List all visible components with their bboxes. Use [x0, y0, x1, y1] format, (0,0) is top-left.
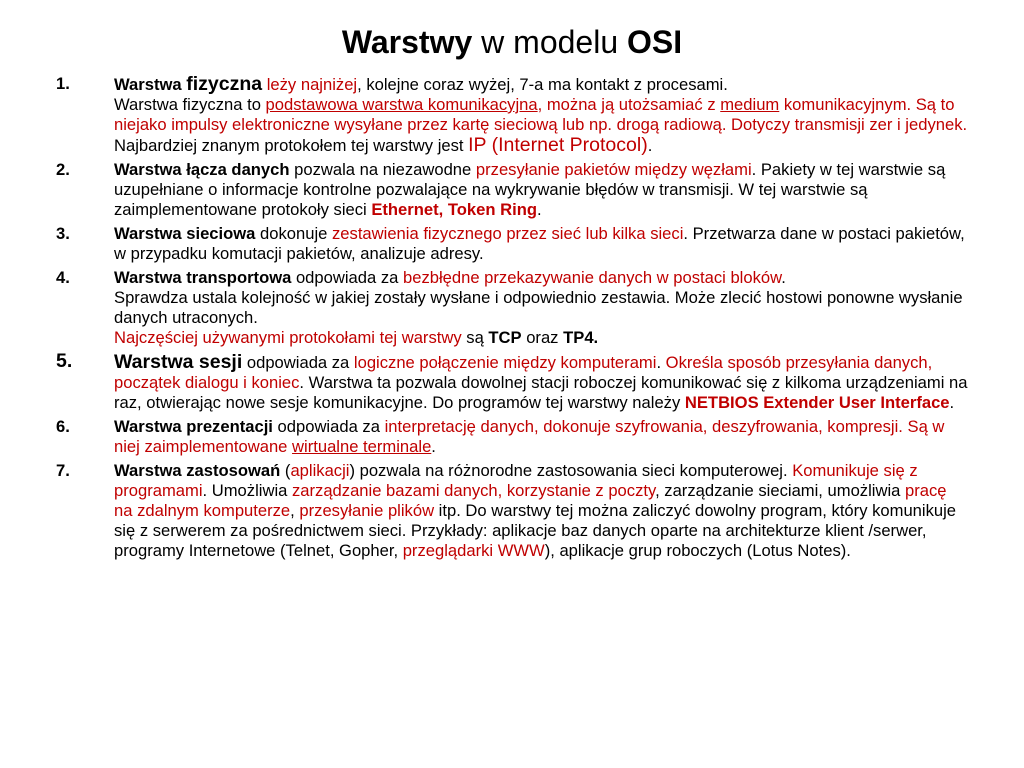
item-paragraph [114, 417, 968, 457]
item-paragraph [114, 352, 968, 413]
layer-item [56, 352, 968, 413]
layer-item [56, 224, 968, 264]
text-segment: Warstwa zastosowań [114, 461, 281, 480]
text-segment: , [290, 501, 300, 520]
item-paragraph [114, 461, 968, 561]
text-segment: . [656, 353, 666, 372]
text-segment: przesyłanie plików [299, 501, 435, 520]
text-segment: TP4. [563, 328, 599, 347]
text-segment: . [781, 268, 786, 287]
text-segment: . Warstwa ta pozwala dowolnej stacji roboczej komunikować się z kilkoma urządzeniami na raz, otwierając nowe sesje komunikacyjne. Do programów tej warstwy należy [114, 373, 968, 412]
text-segment: oraz [521, 328, 564, 347]
text-segment: ( [280, 461, 291, 480]
text-segment: interpretację danych, dokonuje szyfrowania, deszyfrowania, kompresji. Są w niej zaimplementowane [114, 417, 945, 456]
text-segment: przesyłanie pakietów między węzłami [475, 160, 752, 179]
item-paragraph [114, 328, 968, 348]
text-segment: są [461, 328, 489, 347]
text-segment: . [431, 437, 436, 456]
text-segment: TCP [488, 328, 522, 347]
text-segment: Warstwa [114, 75, 187, 94]
title-part-1: Warstwy [341, 24, 473, 60]
item-number: 4. [56, 268, 70, 287]
text-segment: leży najniżej [266, 75, 358, 94]
item-number: 3. [56, 224, 70, 243]
item-paragraph [114, 268, 968, 288]
text-segment: Najbardziej znanym protokołem tej warstwy jest [114, 136, 469, 155]
layer-list [56, 74, 968, 561]
layer-item [56, 461, 968, 561]
text-segment: , zarządzanie sieciami, umożliwia [655, 481, 905, 500]
text-segment: fizyczna [186, 73, 263, 95]
item-paragraph [114, 160, 968, 220]
text-segment: Warstwa transportowa [114, 268, 292, 287]
text-segment: Warstwa prezentacji [114, 417, 273, 436]
text-segment: ), aplikacje grup roboczych (Lotus Notes). [544, 541, 851, 560]
text-segment: Ethernet, Token Ring [371, 200, 537, 219]
text-segment: pozwala na niezawodne [289, 160, 476, 179]
text-segment: . Umożliwia [202, 481, 292, 500]
text-segment: medium [720, 95, 780, 114]
item-paragraph [114, 74, 968, 95]
text-segment: bezbłędne przekazywanie danych w postaci bloków [402, 268, 782, 287]
text-segment: dokonuje [255, 224, 332, 243]
text-segment: Najczęściej używanymi protokołami tej warstwy [114, 328, 462, 347]
text-segment: wirtualne terminale [292, 437, 432, 456]
text-segment: Warstwa fizyczna to [114, 95, 266, 114]
text-segment: odpowiada za [272, 417, 385, 436]
text-segment: , kolejne coraz wyżej, 7-a ma kontakt z procesami. [357, 75, 728, 94]
text-segment: IP (Internet Protocol) [468, 134, 648, 156]
layer-item [56, 74, 968, 156]
layer-item [56, 160, 968, 220]
text-segment: , można ją utożsamiać z [537, 95, 721, 114]
text-segment: . [949, 393, 955, 412]
item-number: 5. [56, 350, 73, 372]
text-segment: . Pakiety w tej warstwie są uzupełniane o informacje kontrolne pozwalające na wykrywanie błędów w transmisji. W tej warstwie są zaimplementowane protokoły sieci [114, 160, 946, 219]
text-segment: logiczne połączenie między komputerami [353, 353, 657, 372]
layer-item [56, 268, 968, 348]
item-number: 7. [56, 461, 70, 480]
text-segment: pracę na zdalnym komputerze [114, 481, 947, 520]
text-segment: ) pozwala na różnorodne zastosowania sieci komputerowej. [349, 461, 793, 480]
text-segment: Warstwa sesji [114, 351, 243, 373]
item-paragraph [114, 288, 968, 328]
title-part-2: w modelu [472, 24, 627, 60]
slide-title [0, 22, 1024, 62]
text-segment: odpowiada za [242, 353, 354, 372]
text-segment: odpowiada za [291, 268, 403, 287]
text-segment: . [647, 136, 653, 155]
text-segment: NETBIOS Extender User Interface [684, 393, 950, 412]
item-paragraph [114, 95, 968, 135]
text-segment: Warstwa łącza danych [114, 160, 290, 179]
text-segment: zestawienia fizycznego przez sieć lub kilka sieci [332, 224, 684, 243]
text-segment: aplikacji [290, 461, 350, 480]
text-segment: komunikacyjnym. Są to niejako impulsy elektroniczne wysyłane przez kartę sieciową lub np. drogą radiową. Dotyczy transmisji zer i jedynek. [114, 95, 968, 134]
title-part-3: OSI [627, 24, 683, 60]
text-segment: . Przetwarza dane w postaci pakietów, w przypadku komutacji pakietów, analizuje adresy. [114, 224, 965, 263]
text-segment: Warstwa sieciowa [114, 224, 256, 243]
text-segment: podstawowa warstwa komunikacyjna [265, 95, 538, 114]
layer-item [56, 417, 968, 457]
text-segment: . [536, 200, 542, 219]
text-segment: Sprawdza ustala kolejność w jakiej zostały wysłane i odpowiednio zestawia. Może zlecić hostowi ponowne wysłanie danych utraconych. [114, 288, 963, 327]
item-number: 1. [56, 74, 70, 93]
item-number: 2. [56, 160, 70, 179]
item-paragraph [114, 224, 968, 264]
text-segment: itp. Do warstwy tej można zaliczyć dowolny program, który komunikuje się z serwerem za pośrednictwem sieci. Przykłady: aplikacje baz danych oparte na architekturze klient /serwer, programy Internetowe (Telnet, Gopher, [114, 501, 957, 560]
text-segment: Określa sposób przesyłania danych, początek dialogu i koniec [114, 353, 933, 392]
text-segment: przeglądarki WWW [402, 541, 545, 560]
text-segment: zarządzanie bazami danych, korzystanie z poczty [291, 481, 656, 500]
text-segment: Komunikuje się z programami [114, 461, 918, 500]
item-paragraph [114, 135, 968, 156]
item-number: 6. [56, 417, 70, 436]
